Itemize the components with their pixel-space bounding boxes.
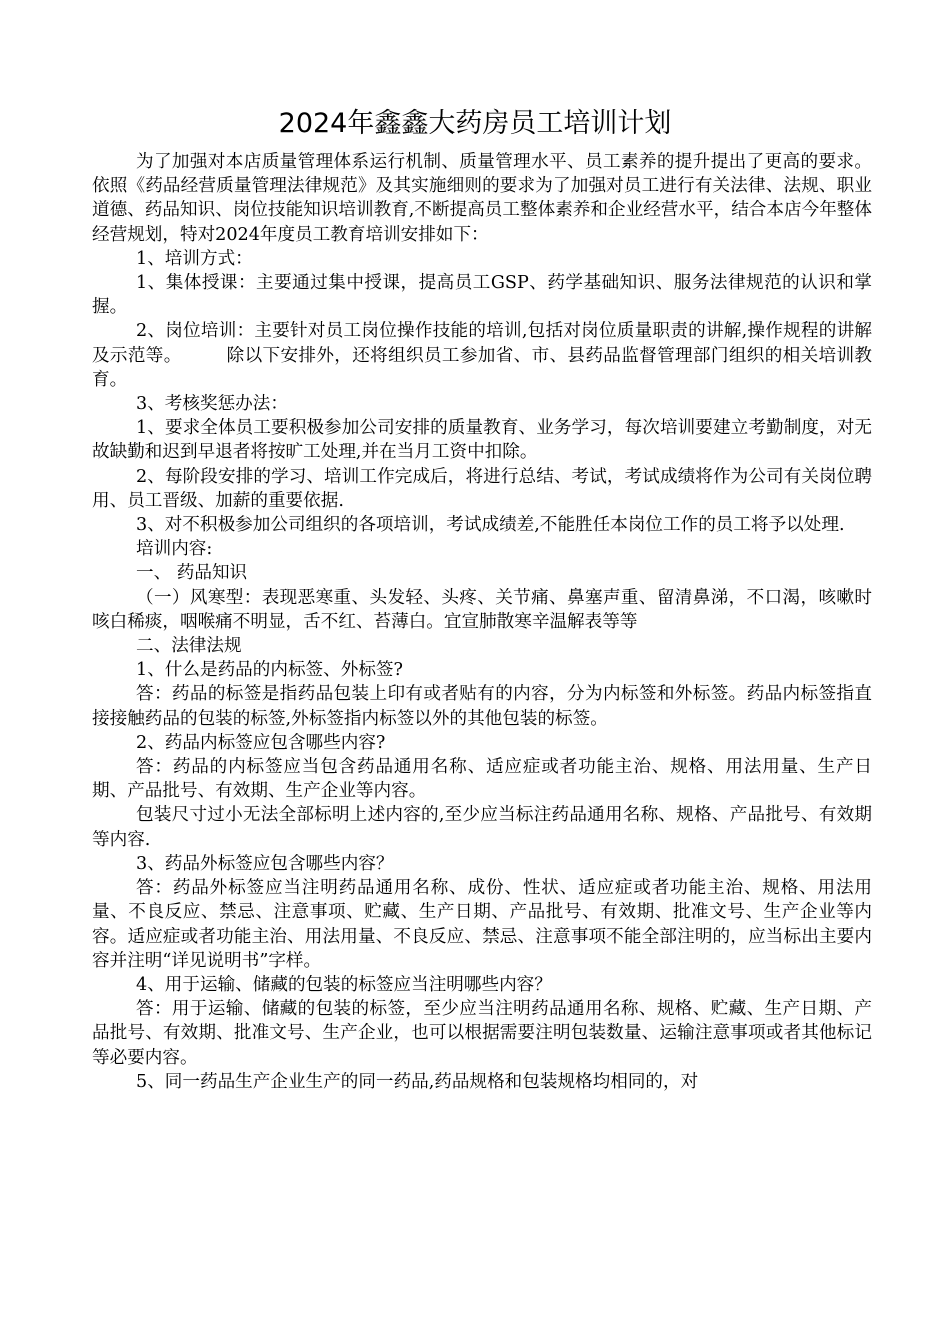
paragraph-answer-2-note: 包装尺寸过小无法全部标明上述内容的,至少应当标注药品通用名称、规格、产品批号、有效期等内容. — [92, 805, 872, 850]
paragraph-answer-3: 答：药品外标签应当注明药品通用名称、成份、性状、适应症或者功能主治、规格、用法用量、不良反应、禁忌、注意事项、贮藏、生产日期、产品批号、有效期、批准文号、生产企业等内容。适应症或者功能主治、用法用量、不良反应、禁忌、注意事项不能全部注明的，应当标出主要内容并注明“详见说明书”字样。 — [92, 878, 872, 971]
paragraph-post-training: 2、岗位培训：主要针对员工岗位操作技能的培训,包括对岗位质量职责的讲解,操作规程的讲解及示范等。 除以下安排外，还将组织员工参加省、市、县药品监督管理部门组织的相关培训教育。 — [92, 321, 872, 390]
paragraph-assessment-3: 3、对不积极参加公司组织的各项培训，考试成绩差,不能胜任本岗位工作的员工将予以处理. — [136, 515, 845, 536]
paragraph-assessment-2: 2、每阶段安排的学习、培训工作完成后，将进行总结、考试，考试成绩将作为公司有关岗位聘用、员工晋级、加薪的重要依据. — [92, 466, 872, 511]
paragraph-group-lecture: 1、集体授课：主要通过集中授课，提高员工GSP、药学基础知识、服务法律规范的认识和掌握。 — [92, 273, 872, 318]
paragraph-answer-4: 答：用于运输、储藏的包装的标签，至少应当注明药品通用名称、规格、贮藏、生产日期、产品批号、有效期、批准文号、生产企业，也可以根据需要注明包装数量、运输注意事项或者其他标记等必要内容。 — [92, 999, 872, 1068]
paragraph-wind-cold-type: （一）风寒型：表现恶寒重、头发轻、头疼、关节痛、鼻塞声重、留清鼻涕，不口渴，咳嗽时咳白稀痰，咽喉痛不明显，舌不红、苔薄白。宜宣肺散寒辛温解表等等 — [92, 587, 872, 632]
paragraph-training-content-heading: 培训内容: — [136, 539, 213, 560]
paragraph-intro: 为了加强对本店质量管理体系运行机制、质量管理水平、员工素养的提升提出了更高的要求。依照《药品经营质量管理法律规范》及其实施细则的要求为了加强对员工进行有关法律、法规、职业道德、药品知识、岗位技能知识培训教育,不断提高员工整体素养和企业经营水平，结合本店今年整体经营规划，特对2024年度员工教育培训安排如下： — [92, 152, 872, 245]
paragraph-question-1: 1、什么是药品的内标签、外标签? — [136, 660, 403, 681]
paragraph-question-2: 2、药品内标签应包含哪些内容? — [136, 732, 386, 753]
paragraph-drug-knowledge-heading: 一、 药品知识 — [136, 563, 248, 584]
paragraph-assessment-1: 1、要求全体员工要积极参加公司安排的质量教育、业务学习，每次培训要建立考勤制度，对无故缺勤和迟到早退者将按旷工处理,并在当月工资中扣除。 — [92, 418, 872, 463]
paragraph-answer-2: 答：药品的内标签应当包含药品通用名称、适应症或者功能主治、规格、用法用量、生产日期、产品批号、有效期、生产企业等内容。 — [92, 757, 872, 802]
paragraph-training-methods-heading: 1、培训方式： — [136, 248, 253, 269]
paragraph-question-3: 3、药品外标签应包含哪些内容？ — [136, 853, 394, 874]
paragraph-question-4: 4、用于运输、储藏的包装的标签应当注明哪些内容？ — [136, 974, 552, 995]
paragraph-laws-heading: 二、法律法规 — [136, 636, 242, 657]
document-title: 2024年鑫鑫大药房员工培训计划 — [278, 108, 672, 139]
paragraph-assessment-heading: 3、考核奖惩办法： — [136, 394, 288, 415]
paragraph-question-5: 5、同一药品生产企业生产的同一药品,药品规格和包装规格均相同的，对 — [136, 1071, 699, 1092]
document-body — [92, 150, 872, 1094]
paragraph-answer-1: 答：药品的标签是指药品包装上印有或者贴有的内容，分为内标签和外标签。药品内标签指直接接触药品的包装的标签,外标签指内标签以外的其他包装的标签。 — [92, 684, 872, 729]
